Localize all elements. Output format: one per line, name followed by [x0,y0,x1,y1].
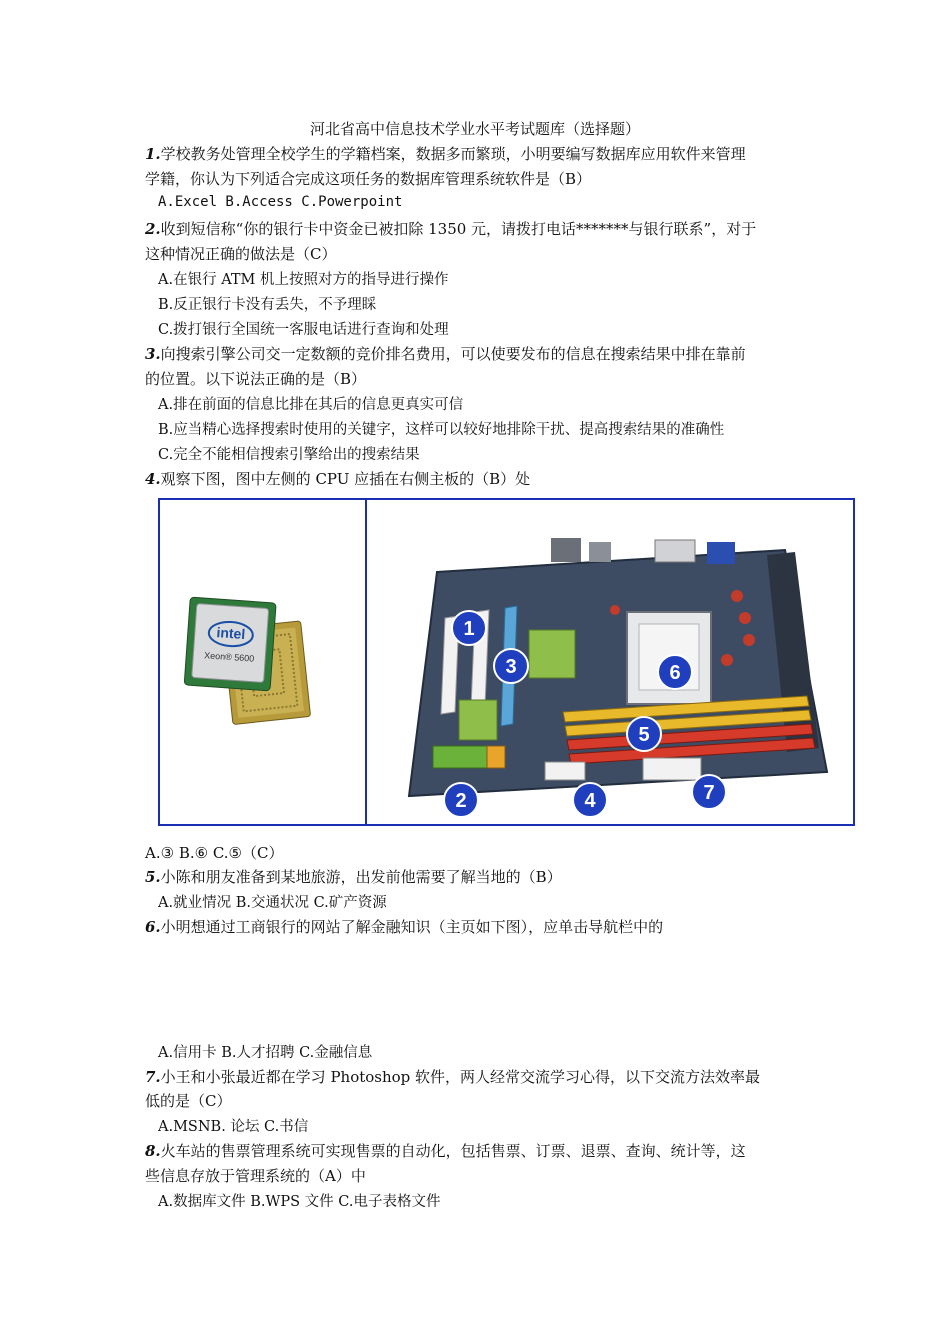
q3-option-a: A.排在前面的信息比排在其后的信息更真实可信 [158,397,464,413]
q1-line2: 学籍，你认为下列适合完成这项任务的数据库管理系统软件是（B） [145,170,592,188]
badge-2 [444,783,478,817]
q6-line1 [145,916,663,937]
badge-4-label: 4 [584,790,596,812]
q4-number: 4. [145,470,161,488]
q4-options: A.③ B.⑥ C.⑤（C） [145,844,284,862]
document-title: 河北省高中信息技术学业水平考试题库（选择题） [309,120,640,138]
motherboard-image [367,500,853,824]
q5-number: 5. [145,868,161,886]
q3-option-c: C.完全不能相信搜索引擎给出的搜索结果 [158,447,420,463]
q7-number: 7. [145,1068,161,1086]
q8-number: 8. [145,1142,161,1160]
badge-3 [494,649,528,683]
q4-text: 观察下图，图中左侧的 CPU 应插在右侧主板的（B）处 [160,470,531,488]
q3-line1 [145,343,746,364]
q2-option-b: B.反正银行卡没有丢失，不予理睬 [158,297,377,313]
q2-line2: 这种情况正确的做法是（C） [145,245,337,263]
badge-5 [627,717,661,751]
q3-text: 向搜索引擎公司交一定数额的竞价排名费用，可以使要发布的信息在搜索结果中排在靠前 [160,345,746,363]
q5-text: 小陈和朋友准备到某地旅游，出发前他需要了解当地的（B） [160,868,562,886]
q1-text: 学校教务处管理全校学生的学籍档案，数据多而繁琐，小明要编写数据库应用软件来管理 [160,145,746,163]
q7-line1 [145,1066,760,1087]
q8-options: A.数据库文件 B.WPS 文件 C.电子表格文件 [158,1194,441,1210]
q2-option-c: C.拨打银行全国统一客服电话进行查询和处理 [158,322,449,338]
q6-options: A.信用卡 B.人才招聘 C.金融信息 [158,1045,373,1061]
q6-text: 小明想通过工商银行的网站了解金融知识（主页如下图），应单击导航栏中的 [160,918,664,936]
cpu-brand-logo: intel [215,624,246,643]
q6-number: 6. [145,918,161,936]
q5-line1 [145,866,562,887]
q2-number: 2. [145,220,161,238]
q8-line1 [145,1140,746,1161]
badge-5-label: 5 [638,724,650,746]
q7-line2: 低的是（C） [145,1092,232,1110]
cpu-model-label: Xeon® 5600 [203,650,255,664]
q3-number: 3. [145,345,161,363]
badge-6-label: 6 [669,662,681,684]
q2-text: 收到短信称“你的银行卡中资金已被扣除 1350 元，请拨打电话*******与银行联系”，对于 [160,220,757,238]
q7-text: 小王和小张最近都在学习 Photoshop 软件，两人经常交流学习心得，以下交流方法效率最 [160,1068,761,1086]
q3-option-b: B.应当精心选择搜索时使用的关键字，这样可以较好地排除干扰、提高搜索结果的准确性 [158,422,725,438]
q1-number: 1. [145,145,161,163]
q8-text: 火车站的售票管理系统可实现售票的自动化，包括售票、订票、退票、查询、统计等，这 [160,1142,746,1160]
badge-7 [692,775,726,809]
q2-line1 [145,218,756,239]
badge-7-label: 7 [703,782,715,804]
q3-line2: 的位置。以下说法正确的是（B） [145,370,367,388]
cpu-motherboard-figure [158,498,855,826]
badge-2-label: 2 [455,790,467,812]
q7-options: A.MSNB. 论坛 C.书信 [158,1119,309,1135]
cpu-image [160,500,365,824]
q8-line2: 些信息存放于管理系统的（A）中 [145,1167,366,1185]
badge-3-label: 3 [505,656,517,678]
q1-line1 [145,143,746,164]
q4-line1 [145,468,530,489]
badge-1-label: 1 [463,618,475,640]
q1-options: A.Excel B.Access C.Powerpoint [158,194,403,210]
q2-option-a: A.在银行 ATM 机上按照对方的指导进行操作 [158,272,449,288]
badge-4 [573,783,607,817]
badge-1 [452,611,486,645]
q5-options: A.就业情况 B.交通状况 C.矿产资源 [158,895,387,911]
badge-6 [658,655,692,689]
